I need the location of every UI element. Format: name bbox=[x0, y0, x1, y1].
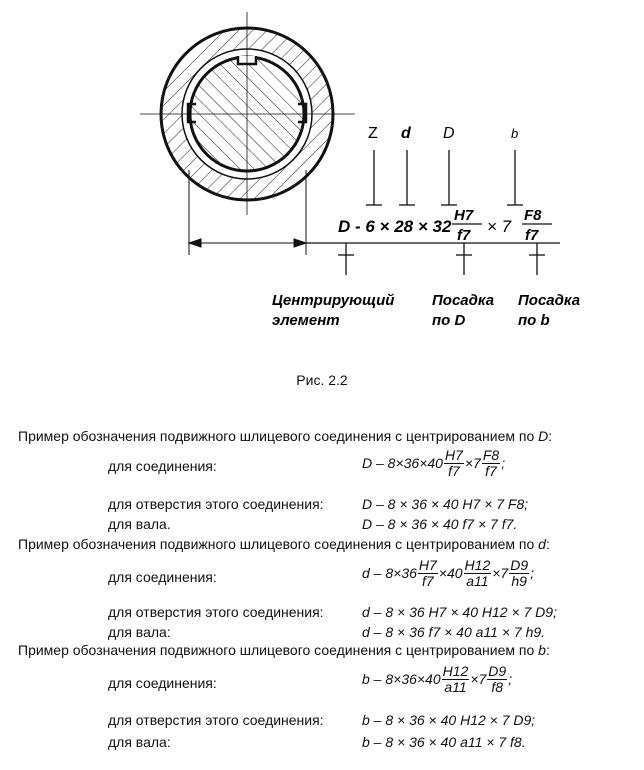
hole-label: для отверстия этого соединения: bbox=[108, 604, 324, 620]
fraction: $\frac{H12}{a11}$ bbox=[464, 557, 491, 589]
formula-part: ×7 bbox=[464, 455, 481, 472]
heading-colon: : bbox=[545, 642, 550, 658]
fraction: $\frac{D9}{h9}$ bbox=[510, 557, 529, 589]
formula-part: b – 8×36×40 bbox=[362, 671, 441, 688]
joint-formula bbox=[362, 448, 505, 478]
heading-colon: : bbox=[548, 428, 553, 444]
formula-part: ; bbox=[501, 455, 506, 472]
fraction: $\frac{D9}{f8}$ bbox=[488, 663, 507, 695]
formula-part: d – 8×36 bbox=[362, 565, 417, 582]
shaft-value: d – 8 × 36 f7 × 40 a11 × 7 h9. bbox=[362, 624, 546, 640]
fraction: $\frac{H7}{f7}$ bbox=[444, 447, 463, 479]
fit-d-denominator: f7 bbox=[457, 227, 471, 244]
hole-value: d – 8 × 36 H7 × 40 H12 × 7 D9; bbox=[362, 604, 557, 620]
shaft-label: для вала: bbox=[108, 624, 171, 640]
formula-part: ; bbox=[508, 671, 513, 688]
label-fitD-line2: по D bbox=[432, 312, 466, 329]
example-heading bbox=[18, 428, 552, 444]
formula-part: ×7 bbox=[492, 565, 509, 582]
fraction: $\frac{H12}{a11}$ bbox=[442, 663, 469, 695]
shaft-value: D – 8 × 36 × 40 f7 × 7 f7. bbox=[362, 516, 518, 532]
heading-text: Пример обозначения подвижного шлицевого соединения с центрированием по bbox=[18, 428, 539, 444]
formula-part: ×40 bbox=[438, 565, 463, 582]
joint-label: для соединения: bbox=[108, 675, 217, 691]
designation-prefix: D - 6 × 28 × 32 bbox=[338, 217, 452, 236]
letter-z: Z bbox=[368, 125, 378, 142]
times-b: × 7 bbox=[487, 217, 512, 236]
fit-d-numerator: H7 bbox=[454, 207, 474, 224]
label-fitb-line1: Посадка bbox=[518, 292, 581, 309]
figure-caption: Рис. 2.2 bbox=[296, 372, 348, 388]
heading-text: Пример обозначения подвижного шлицевого соединения с центрированием по bbox=[18, 642, 539, 658]
label-fitb-line2: по b bbox=[518, 312, 550, 329]
letter-D: D bbox=[443, 125, 455, 142]
fit-b-numerator: F8 bbox=[524, 207, 542, 224]
hole-label: для отверстия этого соединения: bbox=[108, 712, 324, 728]
heading-text: Пример обозначения подвижного шлицевого соединения с центрированием по bbox=[18, 536, 539, 552]
fraction: $\frac{H7}{f7}$ bbox=[418, 557, 437, 589]
label-centering-line1: Центрирующий bbox=[272, 292, 395, 309]
shaft-value: b – 8 × 36 × 40 a11 × 7 f8. bbox=[362, 734, 526, 750]
formula-part: ×7 bbox=[470, 671, 487, 688]
designation-leaders bbox=[306, 150, 560, 275]
fraction: $\frac{F8}{f7}$ bbox=[482, 447, 500, 479]
hole-value: b – 8 × 36 × 40 H12 × 7 D9; bbox=[362, 712, 536, 728]
letter-d: d bbox=[401, 125, 411, 142]
formula-part: ; bbox=[530, 565, 534, 582]
joint-label: для соединения: bbox=[108, 458, 217, 474]
label-centering-line2: элемент bbox=[272, 312, 340, 329]
heading-colon: : bbox=[545, 536, 550, 552]
joint-formula bbox=[362, 664, 512, 694]
hole-value: D – 8 × 36 × 40 H7 × 7 F8; bbox=[362, 496, 529, 512]
heading-letter: d bbox=[538, 536, 546, 552]
fit-b-denominator: f7 bbox=[525, 227, 539, 244]
joint-label: для соединения: bbox=[108, 569, 217, 585]
heading-letter: b bbox=[538, 642, 546, 658]
letter-b: b bbox=[511, 126, 519, 141]
formula-part: D – 8×36×40 bbox=[362, 455, 443, 472]
shaft-label: для вала: bbox=[108, 734, 171, 750]
label-fitD-line1: Посадка bbox=[432, 292, 495, 309]
heading-letter: D bbox=[538, 428, 549, 444]
example-heading bbox=[18, 642, 550, 658]
spline-drawing bbox=[0, 0, 644, 360]
example-heading bbox=[18, 536, 550, 552]
shaft-label: для вала. bbox=[108, 516, 171, 532]
joint-formula bbox=[362, 558, 534, 588]
hole-label: для отверстия этого соединения: bbox=[108, 496, 324, 512]
